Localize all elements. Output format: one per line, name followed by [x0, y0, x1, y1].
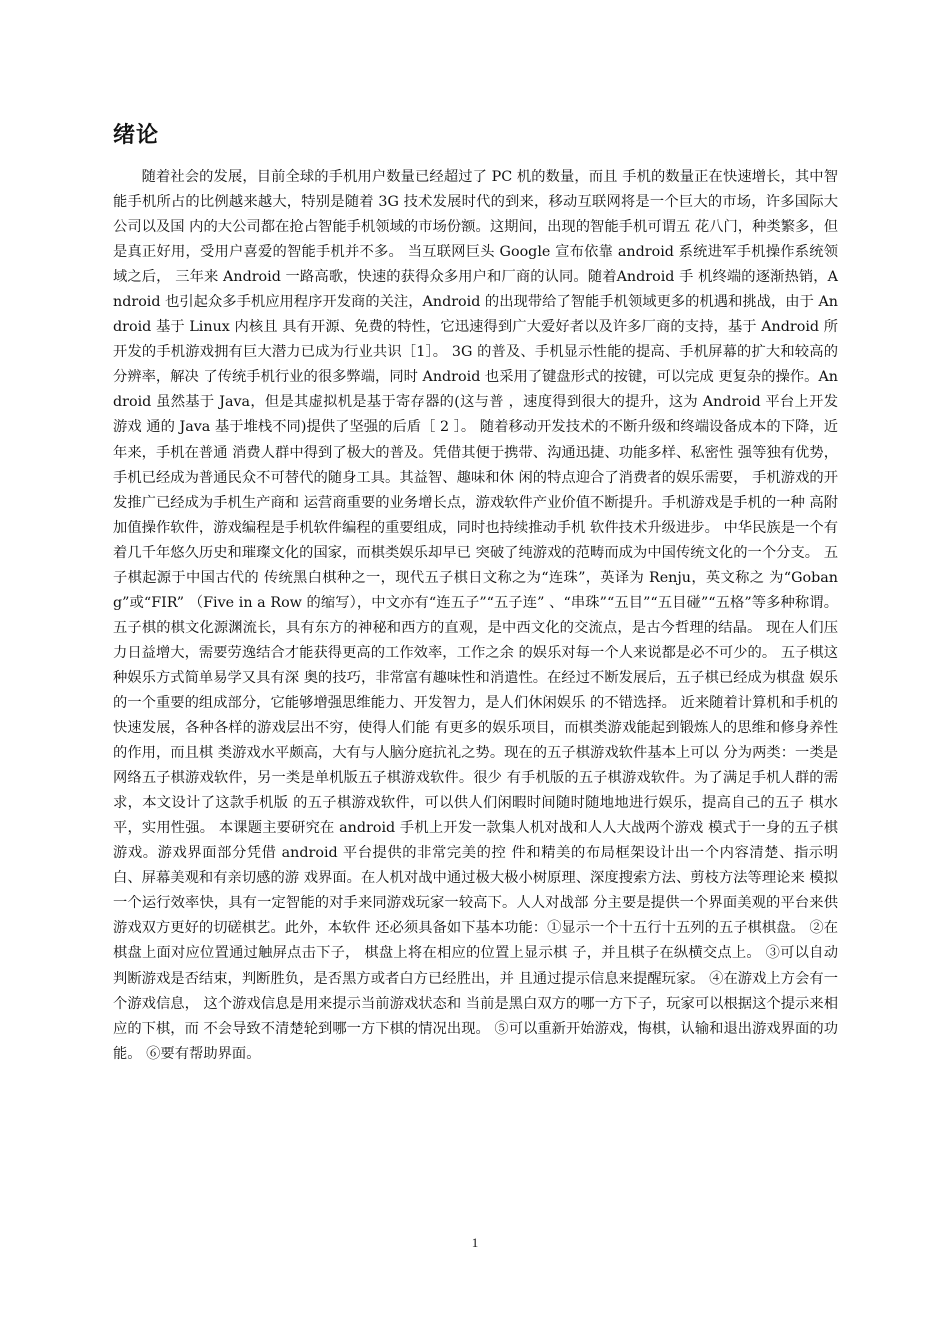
section-title: 绪论	[113, 123, 160, 148]
body-paragraph: 随着社会的发展，目前全球的手机用户数量已经超过了 PC 机的数量，而且 手机的数量正在快速增长，其中智能手机所占的比例越来越大，特别是随着 3G 技术发展时代的到来，移动互联网将是一个巨大的市场，许多国际大公司以及国 内的大公司都在抢占智能手机领域的市场份额。这期间，出现的智能手机可谓五 花八门，种类繁多，但是真正好用，受用户喜爱的智能手机并不多。 当互联网巨头 Google 宣布依靠 android 系统进军手机操作系统领域之后， 三年来 Android 一路高歌，快速的获得众多用户和厂商的认同。随着Android 手 机终端的逐渐热销，Android 也引起众多手机应用程序开发商的关注，Android 的出现带给了智能手机领域更多的机遇和挑战，由于 Android 基于 Linux 内核且 具有开源、免费的特性，它迅速得到广大爱好者以及许多厂商的支持，基于 Android 所开发的手机游戏拥有巨大潜力已成为行业共识［1］。 3G 的普及、手机显示性能的提高、手机屏幕的扩大和较高的分辨率，解决 了传统手机行业的很多弊端，同时 Android 也采用了键盘形式的按键，可以完成 更复杂的操作。Android 虽然基于 Java，但是其虚拟机是基于寄存器的(这与普 ，速度得到很大的提升，这为 Android 平台上开发游戏 通的 Java 基于堆栈不同)提供了坚强的后盾［ 2 ］。 随着移动开发技术的不断升级和终端设备成本的下降，近年来，手机在普通 消费人群中得到了极大的普及。凭借其便于携带、沟通迅捷、功能多样、私密性 强等独有优势，手机已经成为普通民众不可替代的随身工具。其益智、趣味和休 闲的特点迎合了消费者的娱乐需要， 手机游戏的开发推广已经成为手机生产商和 运营商重要的业务增长点，游戏软件产业价值不断提升。手机游戏是手机的一种 高附加值操作软件，游戏编程是手机软件编程的重要组成，同时也持续推动手机 软件技术升级进步。 中华民族是一个有着几千年悠久历史和璀璨文化的国家，而棋类娱乐却早已 突破了纯游戏的范畴而成为中国传统文化的一个分支。 五子棋起源于中国古代的 传统黑白棋种之一，现代五子棋日文称之为“连珠”，英译为 Renju，英文称之 为“Gobang”或“FIR” （Five in a Row 的缩写），中文亦有“连五子”“五子连” 、“串珠”“五目”“五目碰”“五格”等多种称谓。五子棋的棋文化源渊流长，具有东方的神秘和西方的直观，是中西文化的交流点，是古今哲理的结晶。 现在人们压力日益增大，需要劳逸结合才能获得更高的工作效率，工作之余 的娱乐对每一个人来说都是必不可少的。 五子棋这种娱乐方式简单易学又具有深 奥的技巧，非常富有趣味性和消遣性。在经过不断发展后，五子棋已经成为棋盘 娱乐的一个重要的组成部分，它能够增强思维能力、开发智力，是人们休闲娱乐 的不错选择。 近来随着计算机和手机的快速发展，各种各样的游戏层出不穷，使得人们能 有更多的娱乐项目，而棋类游戏能起到锻炼人的思维和修身养性的作用，而且棋 类游戏水平颇高，大有与人脑分庭抗礼之势。现在的五子棋游戏软件基本上可以 分为两类：一类是网络五子棋游戏软件，另一类是单机版五子棋游戏软件。很少 有手机版的五子棋游戏软件。为了满足手机人群的需求，本文设计了这款手机版 的五子棋游戏软件，可以供人们闲暇时间随时随地地进行娱乐，提高自己的五子 棋水平，实用性强。 本课题主要研究在 android 手机上开发一款集人机对战和人人大战两个游戏 模式于一身的五子棋游戏。游戏界面部分凭借 android 平台提供的非常完美的控 件和精美的布局框架设计出一个内容清楚、指示明白、屏幕美观和有亲切感的游 戏界面。在人机对战中通过极大极小树原理、深度搜索方法、剪枝方法等理论来 模拟一个运行效率快，具有一定智能的对手来同游戏玩家一较高下。人人对战部 分主要是提供一个界面美观的平台来供游戏双方更好的切磋棋艺。此外，本软件 还必须具备如下基本功能：①显示一个十五行十五列的五子棋棋盘。 ②在棋盘上面对应位置通过触屏点击下子， 棋盘上将在相应的位置上显示棋 子，并且棋子在纵横交点上。 ③可以自动判断游戏是否结束，判断胜负，是否黑方或者白方已经胜出，并 且通过提示信息来提醒玩家。 ④在游戏上方会有一个游戏信息， 这个游戏信息是用来提示当前游戏状态和 当前是黑白双方的哪一方下子，玩家可以根据这个提示来相应的下棋，而 不会导致不清楚轮到哪一方下棋的情况出现。 ⑤可以重新开始游戏，悔棋，认输和退出游戏界面的功能。 ⑥要有帮助界面。	[113, 169, 838, 1062]
page-number: 1	[471, 1235, 479, 1250]
